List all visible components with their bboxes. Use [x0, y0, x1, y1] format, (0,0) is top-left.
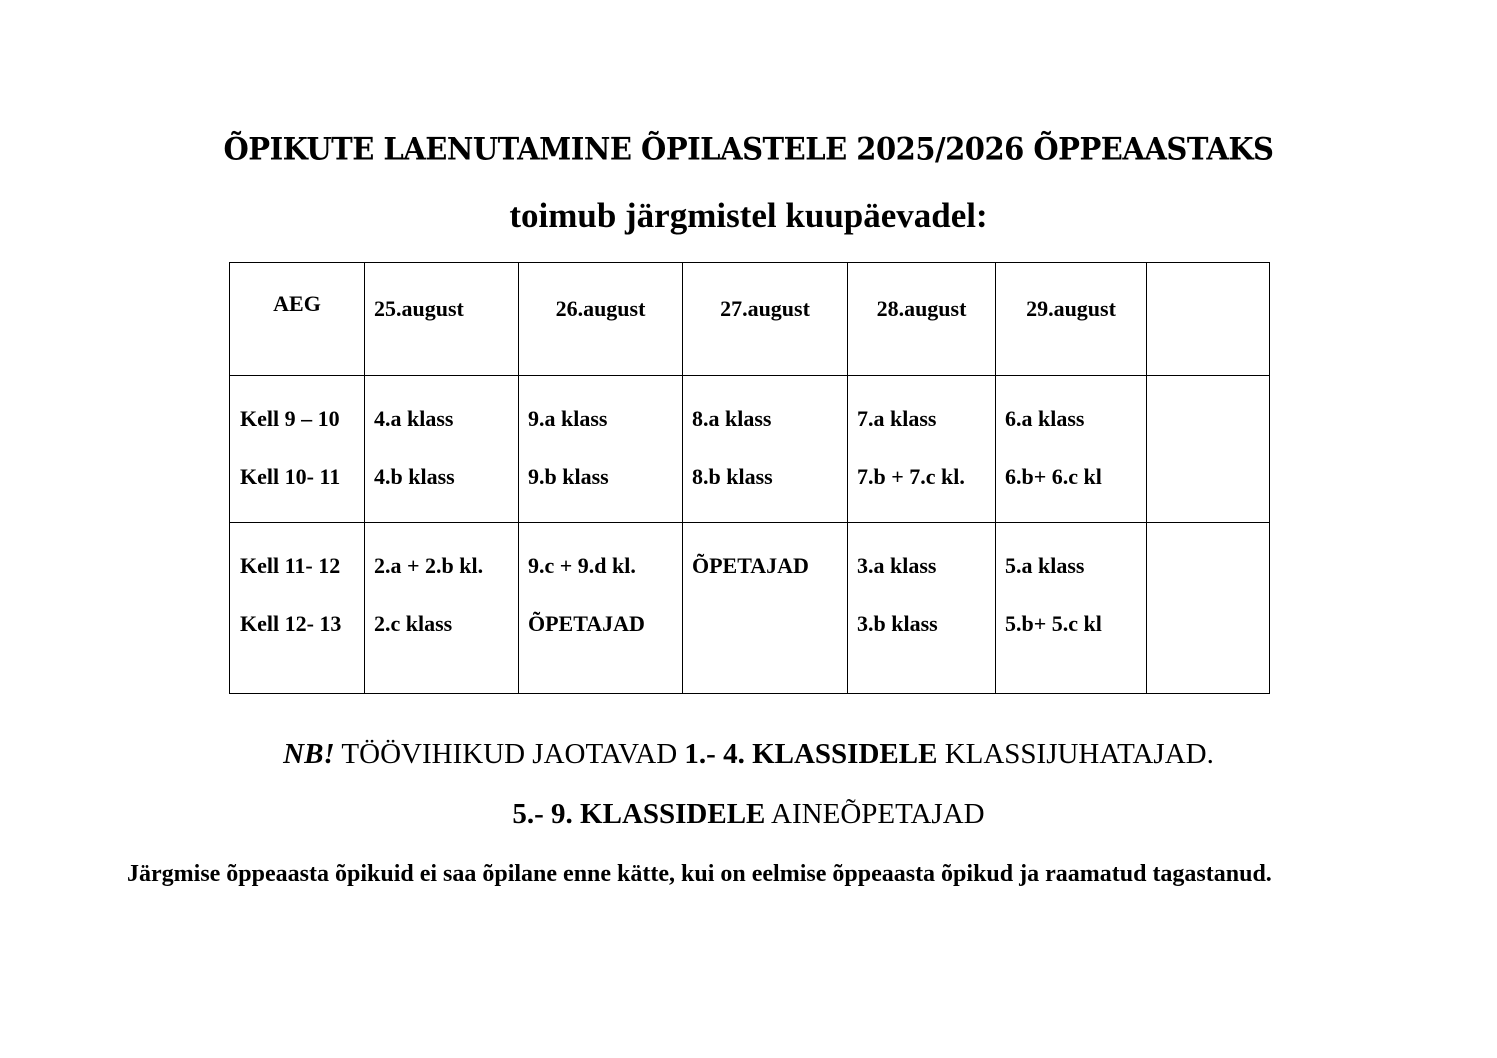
note-text: TÖÖVIHIKUD JAOTAVAD: [334, 738, 685, 770]
return-books-note: Järgmise õppeaasta õpikuid ei saa õpilane enne kätte, kui on eelmise õppeaasta õpikud ja raamatud tagastanud.: [127, 861, 1272, 887]
class-entry: 2.a + 2.b kl.: [374, 553, 484, 578]
class-entry: 5.a klass: [1005, 553, 1085, 578]
table-cell: [683, 376, 848, 523]
table-cell: [519, 523, 683, 694]
time-cell: [230, 523, 365, 694]
class-entry: 4.a klass: [374, 406, 454, 431]
table-cell: [519, 376, 683, 523]
class-entry: 6.b+ 6.c kl: [1005, 464, 1102, 489]
header-cell-day: [996, 263, 1147, 376]
class-entry: 2.c klass: [374, 611, 453, 636]
class-entry: 7.b + 7.c kl.: [857, 464, 965, 489]
time-slot: Kell 11- 12: [240, 553, 341, 578]
class-entry: 8.b klass: [692, 464, 773, 489]
time-cell: [230, 376, 365, 523]
class-entry: 7.a klass: [857, 406, 937, 431]
class-entry: 4.b klass: [374, 464, 455, 489]
table-row: [230, 523, 1270, 694]
header-day-label: 25.august: [374, 296, 464, 321]
table-header-row: [230, 263, 1270, 376]
table-row: [230, 376, 1270, 523]
header-cell-empty: [1147, 263, 1270, 376]
table-cell: [365, 523, 519, 694]
table-cell: [365, 376, 519, 523]
header-cell-day: [519, 263, 683, 376]
header-day-label: 26.august: [555, 296, 646, 321]
class-entry: 3.a klass: [857, 553, 937, 578]
class-entry: 6.a klass: [1005, 406, 1085, 431]
time-slot: Kell 12- 13: [240, 611, 342, 636]
class-entry: 8.a klass: [692, 406, 772, 431]
time-slot: Kell 10- 11: [240, 464, 341, 489]
class-entry: 9.b klass: [528, 464, 609, 489]
table-cell: [683, 523, 848, 694]
table-cell: [848, 523, 996, 694]
class-entry: [683, 611, 847, 669]
header-day-label: 28.august: [876, 296, 967, 321]
document-subtitle: toimub järgmistel kuupäevadel:: [509, 196, 988, 235]
schedule-table: [229, 262, 1270, 694]
header-cell-day: [365, 263, 519, 376]
workbook-note-second-line: [0, 798, 1497, 831]
class-entry: 9.c + 9.d kl.: [528, 553, 636, 578]
header-cell-time: [230, 263, 365, 376]
table-cell: [996, 523, 1147, 694]
document-title: ÕPIKUTE LAENUTAMINE ÕPILASTELE 2025/2026 ÕPPEAASTAKS: [223, 131, 1274, 167]
table-cell: [996, 376, 1147, 523]
note-grades: 1.- 4. KLASSIDELE: [684, 738, 938, 770]
header-time-label: AEG: [273, 291, 321, 316]
table-cell: [848, 376, 996, 523]
class-entry: ÕPETAJAD: [528, 611, 645, 636]
class-entry: 3.b klass: [857, 611, 938, 636]
table-cell-empty: [1147, 376, 1270, 523]
class-entry: 5.b+ 5.c kl: [1005, 611, 1102, 636]
note-grades: 5.- 9. KLASSIDELE: [512, 798, 766, 830]
header-day-label: 29.august: [1026, 296, 1116, 321]
note-text: KLASSIJUHATAJAD.: [937, 738, 1214, 770]
class-entry: 9.a klass: [528, 406, 608, 431]
class-entry: ÕPETAJAD: [692, 553, 809, 578]
header-cell-day: [848, 263, 996, 376]
header-day-label: 27.august: [720, 296, 810, 321]
header-cell-day: [683, 263, 848, 376]
time-slot: Kell 9 – 10: [240, 406, 340, 431]
header-extra-label: [1147, 263, 1269, 296]
table-cell-empty: [1147, 523, 1270, 694]
nb-label: NB!: [283, 738, 335, 770]
workbook-note: [0, 738, 1497, 771]
note-text: AINEÕPETAJAD: [765, 798, 985, 830]
